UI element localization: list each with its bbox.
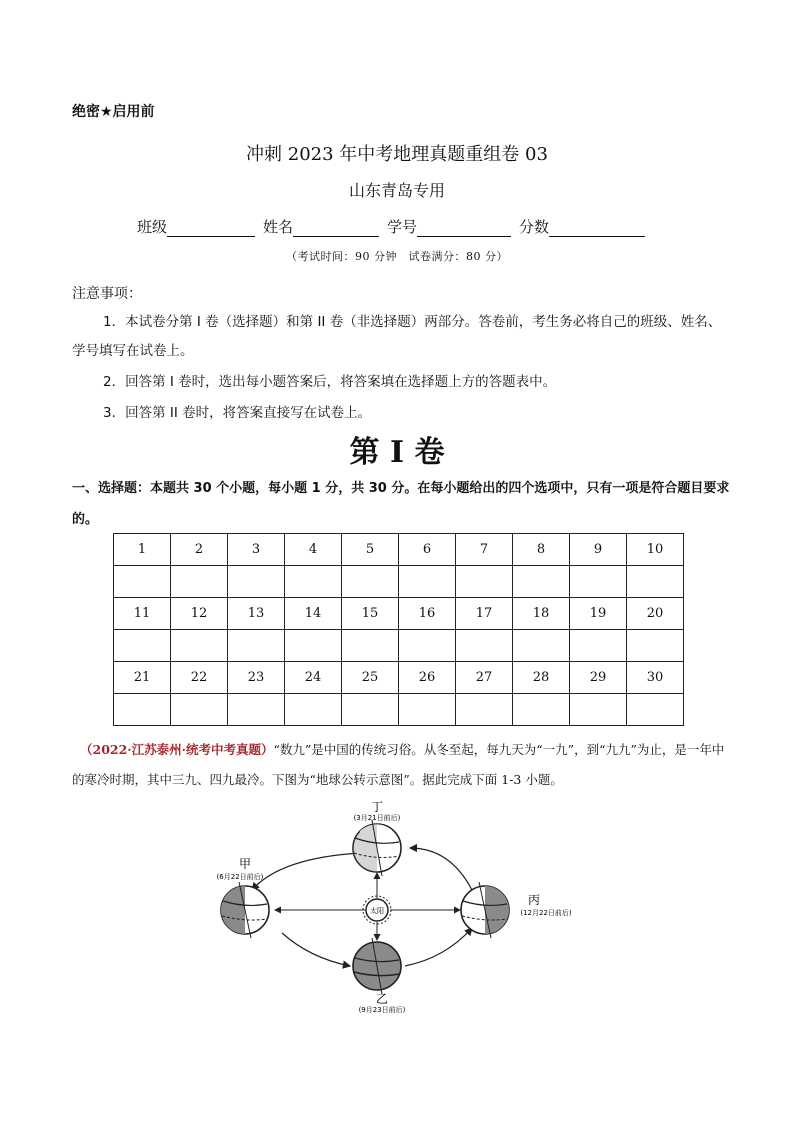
question-number-cell: 10 bbox=[627, 534, 684, 566]
question-number-cell: 24 bbox=[285, 662, 342, 694]
answer-blank-cell[interactable] bbox=[171, 630, 228, 662]
score-blank[interactable] bbox=[549, 220, 645, 237]
answer-blank-cell[interactable] bbox=[456, 694, 513, 726]
label-yi: 乙 bbox=[375, 992, 389, 1006]
answer-blank-cell[interactable] bbox=[228, 694, 285, 726]
question-number-cell: 6 bbox=[399, 534, 456, 566]
answer-blank-cell[interactable] bbox=[114, 694, 171, 726]
answer-blank-cell[interactable] bbox=[285, 630, 342, 662]
question-number-cell: 16 bbox=[399, 598, 456, 630]
name-label: 姓名 bbox=[263, 218, 294, 236]
question-number-cell: 4 bbox=[285, 534, 342, 566]
answer-blank-cell[interactable] bbox=[399, 566, 456, 598]
answer-blank-cell[interactable] bbox=[285, 566, 342, 598]
student-id-label: 学号 bbox=[387, 218, 418, 236]
answer-blank-cell[interactable] bbox=[627, 630, 684, 662]
question-number-cell: 30 bbox=[627, 662, 684, 694]
question-number-cell: 12 bbox=[171, 598, 228, 630]
answer-number-row bbox=[114, 534, 684, 566]
answer-blank-cell[interactable] bbox=[399, 694, 456, 726]
sun-label: 太阳 bbox=[370, 907, 384, 915]
earth-revolution-diagram bbox=[210, 798, 590, 1023]
answer-blank-cell[interactable] bbox=[342, 630, 399, 662]
question-number-cell: 11 bbox=[114, 598, 171, 630]
name-blank[interactable] bbox=[293, 220, 379, 237]
question-number-cell: 22 bbox=[171, 662, 228, 694]
earth-bing-icon bbox=[461, 882, 509, 938]
answer-blank-row bbox=[114, 566, 684, 598]
question-number-cell: 26 bbox=[399, 662, 456, 694]
note-item-1: 1．本试卷分第 I 卷（选择题）和第 II 卷（非选择题）两部分。答卷前，考生务必将自己的班级、姓名、学号填写在试卷上。 bbox=[72, 314, 722, 359]
earth-jia-icon bbox=[221, 882, 269, 938]
answer-blank-cell[interactable] bbox=[228, 566, 285, 598]
question-number-cell: 27 bbox=[456, 662, 513, 694]
answer-blank-cell[interactable] bbox=[114, 566, 171, 598]
question-number-cell: 18 bbox=[513, 598, 570, 630]
question-number-cell: 20 bbox=[627, 598, 684, 630]
earth-ding-icon bbox=[353, 820, 401, 876]
notes-title: 注意事项： bbox=[72, 286, 142, 302]
answer-blank-cell[interactable] bbox=[342, 694, 399, 726]
answer-blank-cell[interactable] bbox=[456, 566, 513, 598]
answer-blank-cell[interactable] bbox=[228, 630, 285, 662]
answer-blank-cell[interactable] bbox=[171, 694, 228, 726]
answer-blank-cell[interactable] bbox=[513, 694, 570, 726]
answer-blank-cell[interactable] bbox=[456, 630, 513, 662]
question-number-cell: 3 bbox=[228, 534, 285, 566]
question-number-cell: 7 bbox=[456, 534, 513, 566]
answer-blank-cell[interactable] bbox=[570, 566, 627, 598]
label-bing: 丙 bbox=[527, 893, 541, 907]
question-number-cell: 13 bbox=[228, 598, 285, 630]
label-jia: 甲 bbox=[238, 857, 252, 871]
date-ding: (3月21日前后) bbox=[353, 814, 401, 822]
answer-blank-cell[interactable] bbox=[513, 566, 570, 598]
earth-yi-icon bbox=[353, 938, 401, 994]
student-id-blank[interactable] bbox=[417, 220, 511, 237]
answer-blank-row bbox=[114, 694, 684, 726]
question-number-cell: 2 bbox=[171, 534, 228, 566]
question-text: “数九”是中国的传统习俗。从冬至起，每九天为“一九”，到“九九”为止，是一年中的寒冷时期，其中三九、四九最冷。下图为“地球公转示意图”。据此完成下面 1-3 小题。 bbox=[72, 742, 725, 787]
question-number-cell: 29 bbox=[570, 662, 627, 694]
orbit-arc-top-right bbox=[410, 848, 472, 890]
sun-icon bbox=[363, 896, 391, 924]
question-source: （2022·江苏泰州·统考中考真题） bbox=[80, 742, 274, 757]
orbit-arc-bottom-left bbox=[282, 933, 350, 966]
answer-blank-cell[interactable] bbox=[114, 630, 171, 662]
answer-blank-cell[interactable] bbox=[171, 566, 228, 598]
question-number-cell: 25 bbox=[342, 662, 399, 694]
question-number-cell: 23 bbox=[228, 662, 285, 694]
question-stem bbox=[72, 735, 732, 795]
answer-blank-cell[interactable] bbox=[570, 694, 627, 726]
section-heading: 一、选择题：本题共 30 个小题，每小题 1 分，共 30 分。在每小题给出的四个选项中，只有一项是符合题目要求的。 bbox=[72, 481, 730, 527]
answer-number-row bbox=[114, 662, 684, 694]
answer-blank-cell[interactable] bbox=[342, 566, 399, 598]
score-label: 分数 bbox=[519, 218, 550, 236]
answer-blank-cell[interactable] bbox=[627, 566, 684, 598]
answer-blank-cell[interactable] bbox=[513, 630, 570, 662]
orbit-arc-top-left bbox=[252, 853, 360, 890]
question-number-cell: 17 bbox=[456, 598, 513, 630]
question-number-cell: 15 bbox=[342, 598, 399, 630]
answer-blank-row bbox=[114, 630, 684, 662]
question-number-cell: 21 bbox=[114, 662, 171, 694]
page-title: 冲刺 2023 年中考地理真题重组卷 03 bbox=[246, 144, 548, 165]
date-jia: (6月22日前后) bbox=[216, 873, 264, 881]
note-item-3: 3．回答第 II 卷时，将答案直接写在试卷上。 bbox=[103, 405, 372, 421]
question-number-cell: 9 bbox=[570, 534, 627, 566]
class-blank[interactable] bbox=[167, 220, 255, 237]
time-note: （考试时间：90 分钟 试卷满分：80 分） bbox=[286, 250, 508, 263]
answer-table bbox=[113, 533, 684, 726]
question-number-cell: 1 bbox=[114, 534, 171, 566]
answer-blank-cell[interactable] bbox=[570, 630, 627, 662]
answer-number-row bbox=[114, 598, 684, 630]
class-label: 班级 bbox=[137, 218, 168, 236]
answer-blank-cell[interactable] bbox=[627, 694, 684, 726]
volume-title: 第 I 卷 bbox=[349, 435, 445, 470]
secret-mark: 绝密★启用前 bbox=[72, 104, 155, 120]
question-number-cell: 28 bbox=[513, 662, 570, 694]
page-subtitle: 山东青岛专用 bbox=[348, 181, 445, 200]
label-ding: 丁 bbox=[370, 800, 384, 814]
question-number-cell: 5 bbox=[342, 534, 399, 566]
orbit-arc-bottom-right bbox=[405, 928, 472, 966]
question-number-cell: 14 bbox=[285, 598, 342, 630]
date-bing: (12月22日前后) bbox=[520, 909, 572, 917]
date-yi: (9月23日前后) bbox=[358, 1006, 406, 1014]
answer-blank-cell[interactable] bbox=[285, 694, 342, 726]
answer-blank-cell[interactable] bbox=[399, 630, 456, 662]
question-number-cell: 8 bbox=[513, 534, 570, 566]
student-info-line bbox=[137, 216, 653, 237]
note-item-2: 2．回答第 I 卷时，选出每小题答案后，将答案填在选择题上方的答题表中。 bbox=[103, 374, 557, 390]
question-number-cell: 19 bbox=[570, 598, 627, 630]
